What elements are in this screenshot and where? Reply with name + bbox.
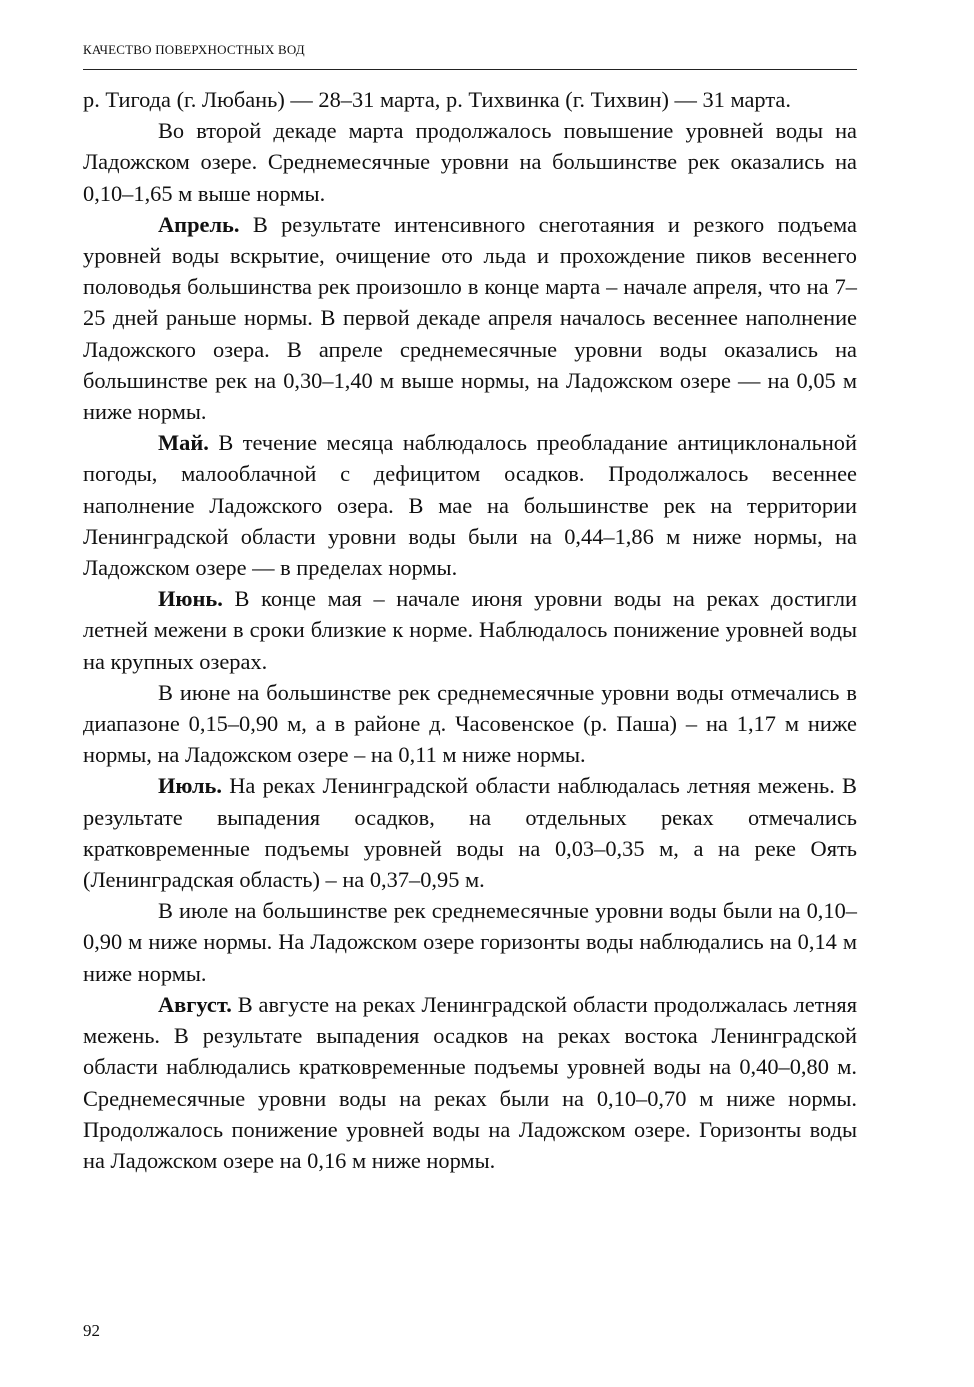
month-heading-july: Июль. bbox=[158, 773, 222, 799]
paragraph-text: В течение месяца наблюдалось преобладание антициклональной погоды, малооблачной с дефицитом осадков. Продолжалось весеннее наполнение Ладожского озера. В мае на большинстве рек на территории Ленинградской области уровни воды были на 0,44–1,86 м ниже нормы, на Ладожском озере — в пределах нормы. bbox=[83, 430, 857, 581]
paragraph-text: В июне на большинстве рек среднемесячные уровни воды отмечались в диапазоне 0,15–0,90 м, а в районе д. Часовенское (р. Паша) – на 1,17 м ниже нормы, на Ладожском озере – на 0,11 м ниже нормы. bbox=[83, 679, 857, 768]
month-heading-june: Июнь. bbox=[158, 586, 223, 612]
paragraph-july bbox=[83, 770, 857, 895]
running-header: КАЧЕСТВО ПОВЕРХНОСТНЫХ ВОД bbox=[83, 42, 305, 57]
paragraph-text: В июле на большинстве рек среднемесячные уровни воды были на 0,10–0,90 м ниже нормы. На Ладожском озере горизонты воды наблюдались на 0,14 м ниже нормы. bbox=[83, 898, 857, 986]
paragraph-text: р. Тигода (г. Любань) — 28–31 марта, р. Тихвинка (г. Тихвин) — 31 марта. bbox=[83, 87, 791, 112]
document-body bbox=[83, 84, 857, 1176]
paragraph-text: Во второй декаде марта продолжалось повышение уровней воды на Ладожском озере. Среднемесячные уровни на большинстве рек оказались на 0,10–1,65 м выше нормы. bbox=[83, 118, 857, 206]
paragraph-text: В конце мая – начале июня уровни воды на реках достигли летней межени в сроки близкие к норме. Наблюдалось понижение уровней воды на крупных озерах. bbox=[83, 586, 857, 674]
paragraph-august bbox=[83, 989, 857, 1176]
paragraph-text: В результате интенсивного снеготаяния и резкого подъема уровней воды вскрытие, очищение ото льда и прохождение пиков весеннего половодья большинства рек произошло в конце марта – начале апреля, что на 7–25 дней раньше нормы. В первой декаде апреля началось весеннее наполнение Ладожского озера. В апреле среднемесячные уровни воды оказались на большинстве рек на 0,30–1,40 м выше нормы, на Ладожском озере — на 0,05 м ниже нормы. bbox=[83, 211, 857, 425]
paragraph-may bbox=[83, 427, 857, 583]
paragraph-continuation bbox=[83, 84, 857, 115]
header-divider bbox=[83, 69, 857, 70]
paragraph-text: В августе на реках Ленинградской области продолжалась летняя межень. В результате выпадения осадков на реках востока Ленинградской области наблюдались кратковременные подъемы уровней воды на 0,40–0,80 м. Среднемесячные уровни воды на реках были на 0,10–0,70 м ниже нормы. Продолжалось понижение уровней воды на Ладожском озере. Горизонты воды на Ладожском озере на 0,16 м ниже нормы. bbox=[83, 991, 857, 1173]
month-heading-april: Апрель. bbox=[158, 211, 240, 237]
paragraph-june bbox=[83, 583, 857, 677]
month-heading-may: Май. bbox=[158, 430, 209, 456]
paragraph-april bbox=[83, 209, 857, 427]
month-heading-august: Август. bbox=[158, 991, 232, 1017]
paragraph-text: На реках Ленинградской области наблюдалась летняя межень. В результате выпадения осадков, на отдельных реках отмечались кратковременные подъемы уровней воды на 0,03–0,35 м, а на реке Оять (Ленинградская область) – на 0,37–0,95 м. bbox=[83, 773, 857, 893]
paragraph-march-ladoga bbox=[83, 115, 857, 209]
paragraph-july-levels bbox=[83, 895, 857, 989]
page-number: 92 bbox=[83, 1321, 100, 1340]
paragraph-june-levels bbox=[83, 677, 857, 771]
